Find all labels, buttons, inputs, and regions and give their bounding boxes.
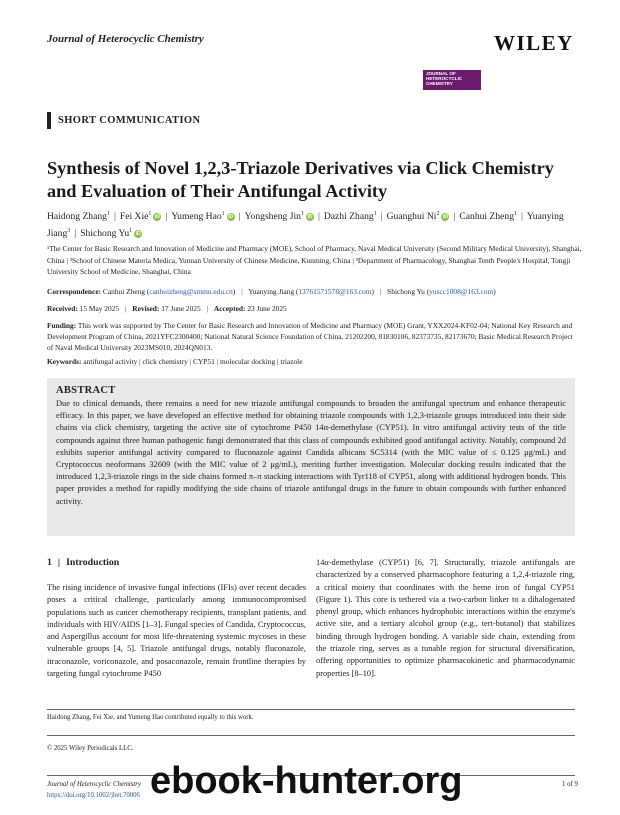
article-title: Synthesis of Novel 1,2,3-Triazole Derivatives via Click Chemistry and Evaluation of Their Antifungal Activity bbox=[47, 158, 554, 201]
copyright: © 2025 Wiley Periodicals LLC. bbox=[47, 745, 134, 752]
footnote-divider bbox=[47, 709, 575, 710]
author-name: Yongsheng Jin bbox=[244, 211, 301, 223]
affiliation-marker: 1 bbox=[373, 211, 377, 217]
author-separator: | bbox=[317, 211, 320, 223]
funding: Funding: This work was supported by The Center for Basic Research and Innovation of Medicine and Pharmacy (MOE) Grant, YXX2024-KF02-04; National Key Research and Development Program of China, 2021YFC2300400; National Natural Science Foundation of China, 21202200, 81830106, 82373735, 82173670; Basic Medical Research Project of Naval Medical University 2023MS010, 2024QN013. bbox=[47, 321, 573, 352]
watermark-text: ebook-hunter.org bbox=[150, 760, 463, 802]
email-link[interactable]: 13761571578@163.com bbox=[298, 287, 372, 296]
author-separator: | bbox=[453, 211, 456, 223]
email-link[interactable]: canhuizheng@smmu.edu.cn bbox=[149, 287, 233, 296]
affiliation-marker: 1 bbox=[221, 211, 225, 217]
author-separator: | bbox=[380, 211, 383, 223]
affiliation-marker: 1 bbox=[148, 211, 152, 217]
article-dates: Received: 15 May 2025 | Revised: 17 June 2025 | Accepted: 23 June 2025 bbox=[47, 304, 287, 313]
affiliation-marker: 2 bbox=[436, 211, 440, 217]
author-separator: | bbox=[74, 228, 77, 240]
abstract-heading: ABSTRACT bbox=[56, 385, 116, 396]
author-separator: | bbox=[521, 211, 523, 223]
abstract-box bbox=[47, 378, 575, 536]
author-name: Yuanying Jiang bbox=[47, 211, 564, 240]
affiliation-marker: 1 bbox=[514, 211, 517, 217]
doi-link[interactable]: https://doi.org/10.1002/jhet.70006 bbox=[47, 792, 140, 799]
copyright-divider bbox=[47, 735, 575, 736]
author-name: Yumeng Hao bbox=[171, 211, 222, 223]
orcid-icon[interactable]: iD bbox=[135, 231, 141, 238]
affiliation-marker: 1 bbox=[129, 228, 133, 235]
author-name: Shichong Yu bbox=[80, 228, 130, 240]
email-link[interactable]: yuscc1008@163.com bbox=[429, 287, 494, 296]
affiliation-marker: 1 bbox=[300, 211, 304, 217]
footer-journal: Journal of Heterocyclic Chemistry bbox=[47, 781, 141, 788]
intro-left-column: The rising incidence of invasive fungal infections (IFIs) over recent decades poses a critical challenge, particularly among immunocompromised populations such as cancer chemotherapy recipients, transplant patients, and individuals with HIV/AIDS [1–3]. Fungal species of Candida, Cryptococcus, and Aspergillus account for most life-threatening systemic mycoses in these vulnerable groups [4, 5]. Triazole antifungal drugs, notably fluconazole, itraconazole, voriconazole, and posaconazole, remain frontline therapies by targeting fungal cytochrome P450 bbox=[47, 583, 306, 679]
author-name: Guanghui Ni bbox=[386, 211, 437, 223]
orcid-icon[interactable]: iD bbox=[228, 214, 234, 221]
article-type: SHORT COMMUNICATION bbox=[47, 112, 200, 129]
affiliation-marker: 1 bbox=[106, 211, 110, 217]
journal-name: Journal of Heterocyclic Chemistry bbox=[47, 33, 204, 45]
page-number: 1 of 9 bbox=[562, 781, 578, 788]
equal-contribution-footnote: Haidong Zhang, Fei Xie, and Yumeng Hao contributed equally to this work. bbox=[47, 714, 254, 721]
author-separator: | bbox=[238, 211, 241, 223]
author-list bbox=[47, 207, 587, 241]
journal-cover-thumbnail: JOURNAL OF HETEROCYCLIC CHEMISTRY bbox=[423, 70, 481, 90]
author-name: Canhui Zheng bbox=[459, 211, 514, 223]
affiliation-marker: 3 bbox=[67, 228, 71, 235]
author-name: Fei Xie bbox=[119, 211, 149, 223]
author-name: Haidong Zhang bbox=[47, 211, 107, 223]
intro-right-column: 14α-demethylase (CYP51) [6, 7]. Structurally, triazole antifungals are characterized by a conserved pharmacophore featuring a 1,2,4-triazole ring, a critical moiety that coordinates with the heme iron of fungal CYP51 (Figure 1). This core is tethered via a two-carbon linker to a dihalogenated phenyl group, which enhances hydrophobic interactions within the enzyme's active site, and a tertiary alcohol group (e.g., tert-butanol) that stabilizes binding through hydrogen bonding. A variable side chain, extending from the triazole ring, serves as a tunable region for structural diversification, offering opportunities to optimize pharmacokinetic and pharmacodynamic properties [8–10]. bbox=[316, 558, 575, 678]
affiliations: ¹The Center for Basic Research and Innovation of Medicine and Pharmacy (MOE), School of Pharmacy, Naval Medical University (Second Military Medical University), Shanghai, China | ²School of Chinese Materia Medica, Yunnan University of Chinese Medicine, Kunming, China | ³Department of Pharmacology, Shanghai Tenth People's Hospital, Tongji University School of Medicine, Shanghai, China bbox=[47, 244, 582, 277]
keywords: Keywords: antifungal activity | click chemistry | CYP51 | molecular docking | triazole bbox=[47, 357, 303, 366]
publisher-logo: WILEY bbox=[494, 31, 574, 55]
orcid-icon[interactable]: iD bbox=[307, 214, 313, 221]
section-heading-introduction: 1 | Introduction bbox=[47, 557, 120, 568]
correspondence: Correspondence: Canhui Zheng (canhuizheng@smmu.edu.cn) | Yuanying Jiang (13761571578@163.com) | Shichong Yu (yuscc1008@163.com) bbox=[47, 287, 496, 296]
author-name: Dazhi Zhang bbox=[323, 211, 374, 223]
orcid-icon[interactable]: iD bbox=[442, 214, 448, 221]
orcid-icon[interactable]: iD bbox=[154, 214, 160, 221]
abstract-text: Due to clinical demands, there remains a need for new triazole antifungal compounds to broaden the antifungal spectrum and enhance therapeutic efficacy. In this paper, we have developed an effective method for obtaining triazole compounds with 1,2,3-triazole groups introduced into their side chains via click chemistry, targeting the active site of cytochrome P450 14α-demethylase (CYP51). In vitro antifungal activity tests of the title compounds against three human pathogenic fungi demonstrated that this class of compounds exhibited good antifungal activity. Notably, compound 2d exhibits superior antifungal activity compared to fluconazole against Candida albicans SC5314 (with the MIC value of ≤ 0.125 μg/mL) and Cryptococcus neoformans 32609 (with the MIC value of 2 μg/mL), meriting further investigation. Molecular docking results indicated that the introduced 1,2,3-triazole rings in the side chains formed π–π stacking interactions with Tyr118 of CYP51, along with additional hydrogen bonds. This paper provides a method for rapidly modifying the side chains of triazole antifungal drugs in the future to obtain compounds with further enhanced activity. bbox=[56, 399, 566, 506]
author-separator: | bbox=[165, 211, 168, 223]
author-separator: | bbox=[113, 211, 116, 223]
